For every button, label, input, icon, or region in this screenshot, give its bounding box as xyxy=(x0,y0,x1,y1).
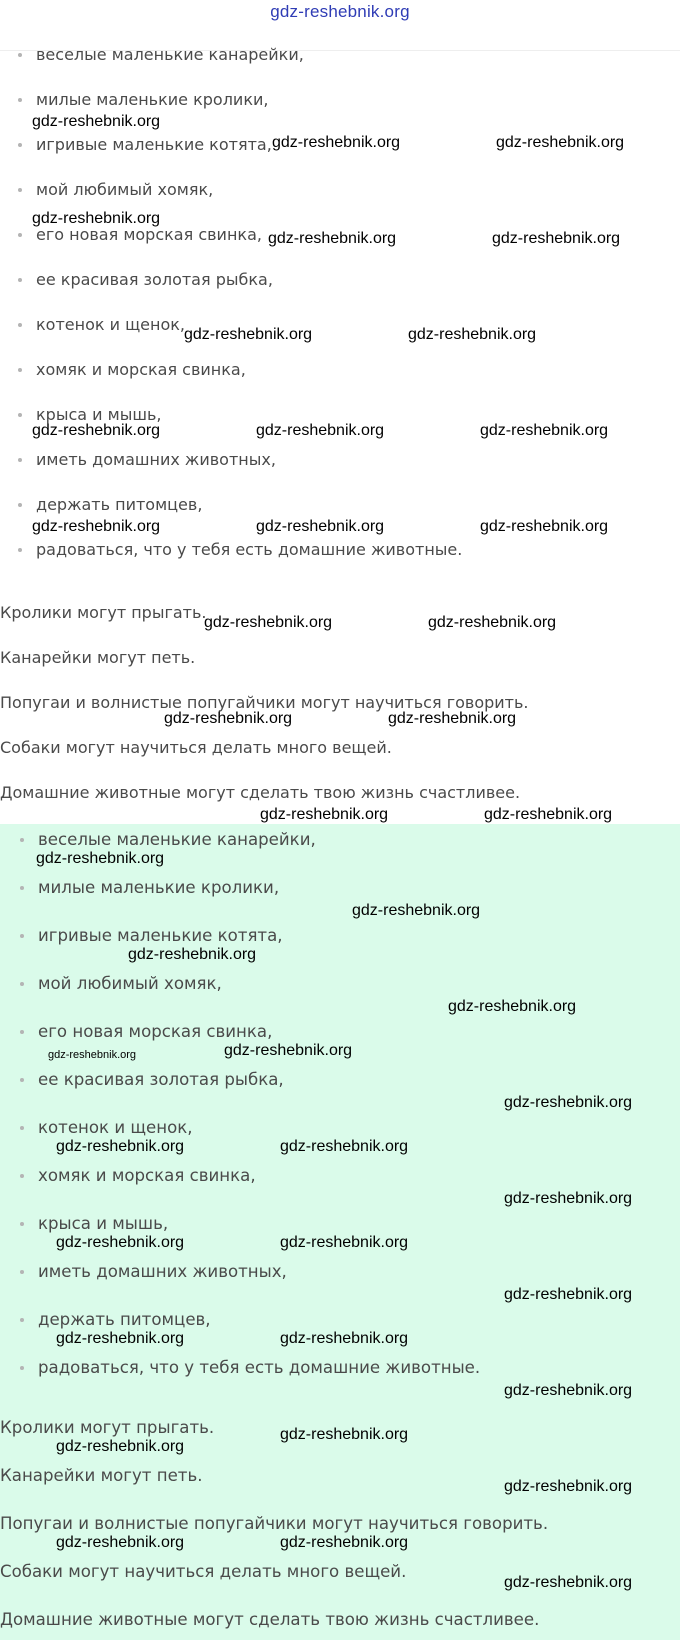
watermark: gdz-reshebnik.org xyxy=(268,230,397,247)
sentence: Кролики могут прыгать. xyxy=(0,603,207,622)
list-item: хомяк и морская свинка, xyxy=(36,360,246,379)
sentence: Домашние животные могут сделать твою жизнь счастливее. xyxy=(0,1610,540,1629)
list-item: мой любимый хомяк, xyxy=(36,180,214,199)
list-item: ее красивая золотая рыбка, xyxy=(38,1070,284,1089)
watermark: gdz-reshebnik.org xyxy=(32,210,161,227)
watermark: gdz-reshebnik.org xyxy=(164,710,293,727)
watermark: gdz-reshebnik.org xyxy=(272,134,401,151)
list-item: игривые маленькие котята, xyxy=(38,926,283,945)
watermark: gdz-reshebnik.org xyxy=(504,1190,633,1207)
list-item: хомяк и морская свинка, xyxy=(38,1166,256,1185)
list-item: его новая морская свинка, xyxy=(36,225,262,244)
watermark: gdz-reshebnik.org xyxy=(504,1094,633,1111)
list-item: иметь домашних животных, xyxy=(36,450,276,469)
watermark: gdz-reshebnik.org xyxy=(56,1330,185,1347)
list-item: котенок и щенок, xyxy=(38,1118,193,1137)
watermark: gdz-reshebnik.org xyxy=(56,1534,185,1551)
list-item: игривые маленькие котята, xyxy=(36,135,272,154)
watermark: gdz-reshebnik.org xyxy=(184,326,313,343)
sentence: Кролики могут прыгать. xyxy=(0,1418,215,1437)
watermark: gdz-reshebnik.org xyxy=(504,1574,633,1591)
list-item: радоваться, что у тебя есть домашние животные. xyxy=(38,1358,481,1377)
list-item: веселые маленькие канарейки, xyxy=(38,830,316,849)
watermark: gdz-reshebnik.org xyxy=(280,1534,409,1551)
watermark: gdz-reshebnik.org xyxy=(32,113,161,130)
watermark: gdz-reshebnik.org xyxy=(128,946,257,963)
watermark: gdz-reshebnik.org xyxy=(428,614,557,631)
watermark: gdz-reshebnik.org xyxy=(48,1049,137,1061)
list-item: веселые маленькие канарейки, xyxy=(36,45,304,64)
watermark: gdz-reshebnik.org xyxy=(280,1426,409,1443)
list-item: ее красивая золотая рыбка, xyxy=(36,270,273,289)
watermark: gdz-reshebnik.org xyxy=(448,998,577,1015)
watermark: gdz-reshebnik.org xyxy=(496,134,625,151)
watermark: gdz-reshebnik.org xyxy=(408,326,537,343)
watermark: gdz-reshebnik.org xyxy=(504,1286,633,1303)
sentence: Попугаи и волнистые попугайчики могут научиться говорить. xyxy=(0,1514,549,1533)
sentence: Попугаи и волнистые попугайчики могут научиться говорить. xyxy=(0,693,529,712)
watermark: gdz-reshebnik.org xyxy=(504,1382,633,1399)
watermark: gdz-reshebnik.org xyxy=(32,422,161,439)
watermark: gdz-reshebnik.org xyxy=(480,518,609,535)
sentence: Собаки могут научиться делать много вещей. xyxy=(0,1562,407,1581)
watermark: gdz-reshebnik.org xyxy=(504,1478,633,1495)
watermark: gdz-reshebnik.org xyxy=(256,422,385,439)
sentence: Собаки могут научиться делать много вещей. xyxy=(0,738,392,757)
watermark: gdz-reshebnik.org xyxy=(280,1234,409,1251)
watermark: gdz-reshebnik.org xyxy=(204,614,333,631)
list-item: крыса и мышь, xyxy=(38,1214,169,1233)
sentence: Канарейки могут петь. xyxy=(0,1466,203,1485)
watermark: gdz-reshebnik.org xyxy=(56,1438,185,1455)
list-item: котенок и щенок, xyxy=(36,315,186,334)
list-item: держать питомцев, xyxy=(36,495,203,514)
watermark: gdz-reshebnik.org xyxy=(256,518,385,535)
watermark: gdz-reshebnik.org xyxy=(480,422,609,439)
watermark: gdz-reshebnik.org xyxy=(260,806,389,823)
watermark: gdz-reshebnik.org xyxy=(32,518,161,535)
watermark: gdz-reshebnik.org xyxy=(388,710,517,727)
watermark: gdz-reshebnik.org xyxy=(36,850,165,867)
list-item: милые маленькие кролики, xyxy=(36,90,269,109)
list-item: иметь домашних животных, xyxy=(38,1262,287,1281)
list-item: держать питомцев, xyxy=(38,1310,211,1329)
watermark: gdz-reshebnik.org xyxy=(56,1138,185,1155)
list-item: крыса и мышь, xyxy=(36,405,162,424)
list-item: его новая морская свинка, xyxy=(38,1022,273,1041)
watermark: gdz-reshebnik.org xyxy=(484,806,613,823)
watermark: gdz-reshebnik.org xyxy=(280,1138,409,1155)
watermark: gdz-reshebnik.org xyxy=(492,230,621,247)
list-item: мой любимый хомяк, xyxy=(38,974,222,993)
answer-card-highlighted xyxy=(0,824,680,1640)
watermark: gdz-reshebnik.org xyxy=(280,1330,409,1347)
watermark: gdz-reshebnik.org xyxy=(56,1234,185,1251)
sentence: Домашние животные могут сделать твою жизнь счастливее. xyxy=(0,783,521,802)
list-item: милые маленькие кролики, xyxy=(38,878,280,897)
site-logo[interactable]: gdz-reshebnik.org xyxy=(270,2,410,21)
watermark: gdz-reshebnik.org xyxy=(224,1042,353,1059)
sentence: Канарейки могут петь. xyxy=(0,648,196,667)
watermark: gdz-reshebnik.org xyxy=(352,902,481,919)
list-item: радоваться, что у тебя есть домашние животные. xyxy=(36,540,463,559)
